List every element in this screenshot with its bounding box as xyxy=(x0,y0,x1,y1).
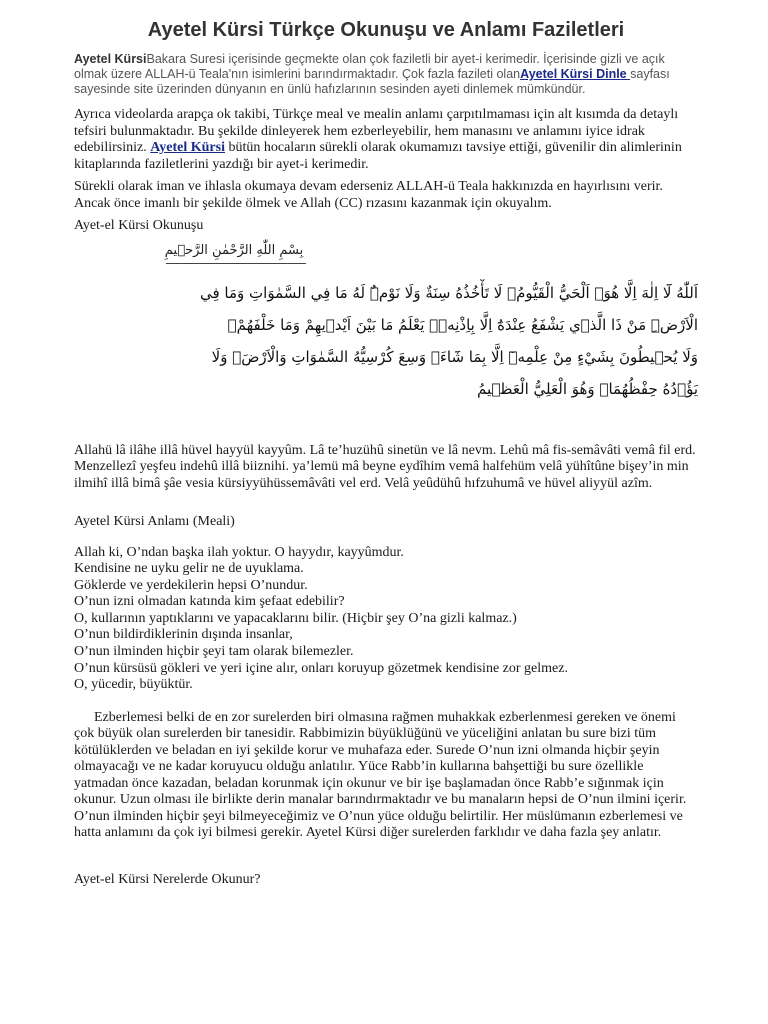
arabic-line-2: الْاَرْضِۜ مَنْ ذَا الَّذ۪ي يَشْفَعُ عِنْدَهُٓ اِلَّا بِاِذْنِه۪ۜ يَعْلَمُ مَا بَيْنَ اَيْد۪يهِمْ وَمَا خَلْفَهُمْۚ xyxy=(227,315,698,334)
transliteration-paragraph: Allahü lâ ilâhe illâ hüvel hayyül kayyûm. Lâ te’huzühû sinetün ve lâ nevm. Lehû mâ fis-semâvâti vemâ fil erd. Menzellezî yeşfeu indehû illâ biiznihi. ya’lemü mâ beyne eydîhim vemâ halfehüm velâ yühîtûne bişey’in min ilmihî illâ bimâ şâe vesia kürsiyyühüssemâvâti vel erd. Velâ yeûdühû hıfzuhumâ ve hüvel aliyyül azîm. xyxy=(74,442,696,491)
arabic-verse-image xyxy=(74,243,698,419)
meal-line: Kendisine ne uyku gelir ne de uyuklama. xyxy=(74,561,304,577)
paragraph-videos xyxy=(74,107,698,173)
intro-text-2: sayfası sayesinde site üzerinden dünyanın en ünlü hafızlarının sesinden ayeti dinlemek mümkündür. xyxy=(74,67,670,96)
meal-line: O’nun ilminden hiçbir şeyi tam olarak bilemezler. xyxy=(74,644,354,660)
ayetel-kursi-dinle-link[interactable]: Ayetel Kürsi Dinle xyxy=(520,67,631,81)
ayetel-kursi-link[interactable]: Ayetel Kürsi xyxy=(150,140,225,155)
para2-text-1: Ayrıca videolarda arapça ok takibi, Türkçe meal ve mealin anlamı çarpıtılmaması için alt kısımda da detaylı tefsiri bulunmaktadır. Bu şekilde dinleyerek hem ezberleyebilir, hem manasını ve anlamını iyice idrak edebilirsiniz. xyxy=(74,107,679,155)
arabic-line-3: وَلَا يُح۪يطُونَ بِشَيْءٍ مِنْ عِلْمِه۪ٓ اِلَّا بِمَا شَٓاءَۚ وَسِعَ كُرْسِيُّهُ السَّمٰوَاتِ وَالْاَرْضَۚ وَلَا xyxy=(211,347,698,366)
paragraph-iman: Sürekli olarak iman ve ihlasla okumaya devam ederseniz ALLAH-ü Teala hakkınızda en hayırlısını verir. Ancak önce imanlı bir şekilde ölmek ve Allah (CC) rızasını kazanmak için okuyalım. xyxy=(74,179,663,211)
intro-lead: Ayetel Kürsi xyxy=(74,52,147,66)
meal-line: Allah ki, O’ndan başka ilah yoktur. O hayydır, kayyûmdur. xyxy=(74,544,404,560)
arabic-line-1: اَللّٰهُ لَٓا اِلٰهَ اِلَّا هُوَۚ اَلْحَيُّ الْقَيُّومُۚ لَا تَأْخُذُهُ سِنَةٌ وَلَا نَوْمٌۜ لَهُ مَا فِي السَّمٰوَاتِ وَمَا فِي xyxy=(199,283,698,302)
intro-paragraph xyxy=(74,52,698,97)
page-title: Ayetel Kürsi Türkçe Okunuşu ve Anlamı Faziletleri xyxy=(147,19,625,41)
meal-line: Göklerde ve yerdekilerin hepsi O’nundur. xyxy=(74,577,308,593)
meal-line: O’nun bildirdiklerinin dışında insanlar, xyxy=(74,627,293,643)
meal-line: O’nun kürsüsü gökleri ve yeri içine alır, onları koruyup gözetmek kendisine zor gelmez. xyxy=(74,660,568,676)
intro-text-1: Bakara Suresi içerisinde geçmekte olan çok faziletli bir ayet-i kerimedir. İçerisinde gizli ve açık olmak üzere ALLAH-ü Teala'nın isimlerini barındırmaktadır. Çok fazla fazileti olan xyxy=(74,52,665,81)
okunus-heading: Ayet-el Kürsi Okunuşu xyxy=(74,218,204,233)
arabic-line-4: يَؤُ۫دُهُ حِفْظُهُمَاۚ وَهُوَ الْعَلِيُّ الْعَظ۪يمُ xyxy=(477,379,698,398)
besmele-text: بِسْمِ اللّٰهِ الرَّحْمٰنِ الرَّح۪يمِ xyxy=(164,242,304,258)
meal-line: O, yücedir, büyüktür. xyxy=(74,677,193,693)
meal-line: O’nun izni olmadan katında kim şefaat edebilir? xyxy=(74,594,345,610)
para2-text-2: bütün hocaların sürekli olarak okumamızı tavsiye ettiği, güvenilir din alimlerinin kitaplarında faziletlerini yazdığı bir ayet-i kerimedir. xyxy=(74,140,682,172)
article xyxy=(74,18,698,894)
meal-heading: Ayetel Kürsi Anlamı (Meali) xyxy=(74,514,235,529)
nerede-heading: Ayet-el Kürsi Nerelerde Okunur? xyxy=(74,871,261,887)
meal-line: O, kullarının yaptıklarını ve yapacaklarını bilir. (Hiçbir şey O’na gizli kalmaz.) xyxy=(74,610,517,626)
explanation-paragraph: Ezberlemesi belki de en zor surelerden biri olmasına rağmen muhakkak ezberlenmesi gereken ve önemi çok büyük olan surelerden bir tanesidir. Rabbimizin büyüklüğünü ve yüceliğini anlatan bu sure bizi tüm kötülüklerden ve beladan en iyi şekilde korur ve muhafaza eder. Surede O’nun izni olmanda hiçbir şeyin olmayacağı ve ne kadar koruyucu olduğu anlatılır. Yüce Rabb’in kullarına bahşettiği bu sure özellikle yatmadan önce kazadan, beladan korunmak için okunur ve bir işe başlamadan önce Rabb’e sığınmak için okunur. Uzun olması ile birlikte derin manalar barındırmaktadır ve bu manaların hepsi de O’nun ilmini içerir. O’nun ilminden hiçbir şeyi bilmeyeceğimiz ve O’nun yüce olduğu belirtilir. Her müslümanın ezberlemesi ve hatta anlamını da çok iyi bilmesi gerekir. Ayetel Kürsi diğer surelerden farklıdır ve daha fazla şey anlatır. xyxy=(74,709,687,841)
meal-list xyxy=(74,545,698,694)
besmele-underline xyxy=(166,263,306,264)
